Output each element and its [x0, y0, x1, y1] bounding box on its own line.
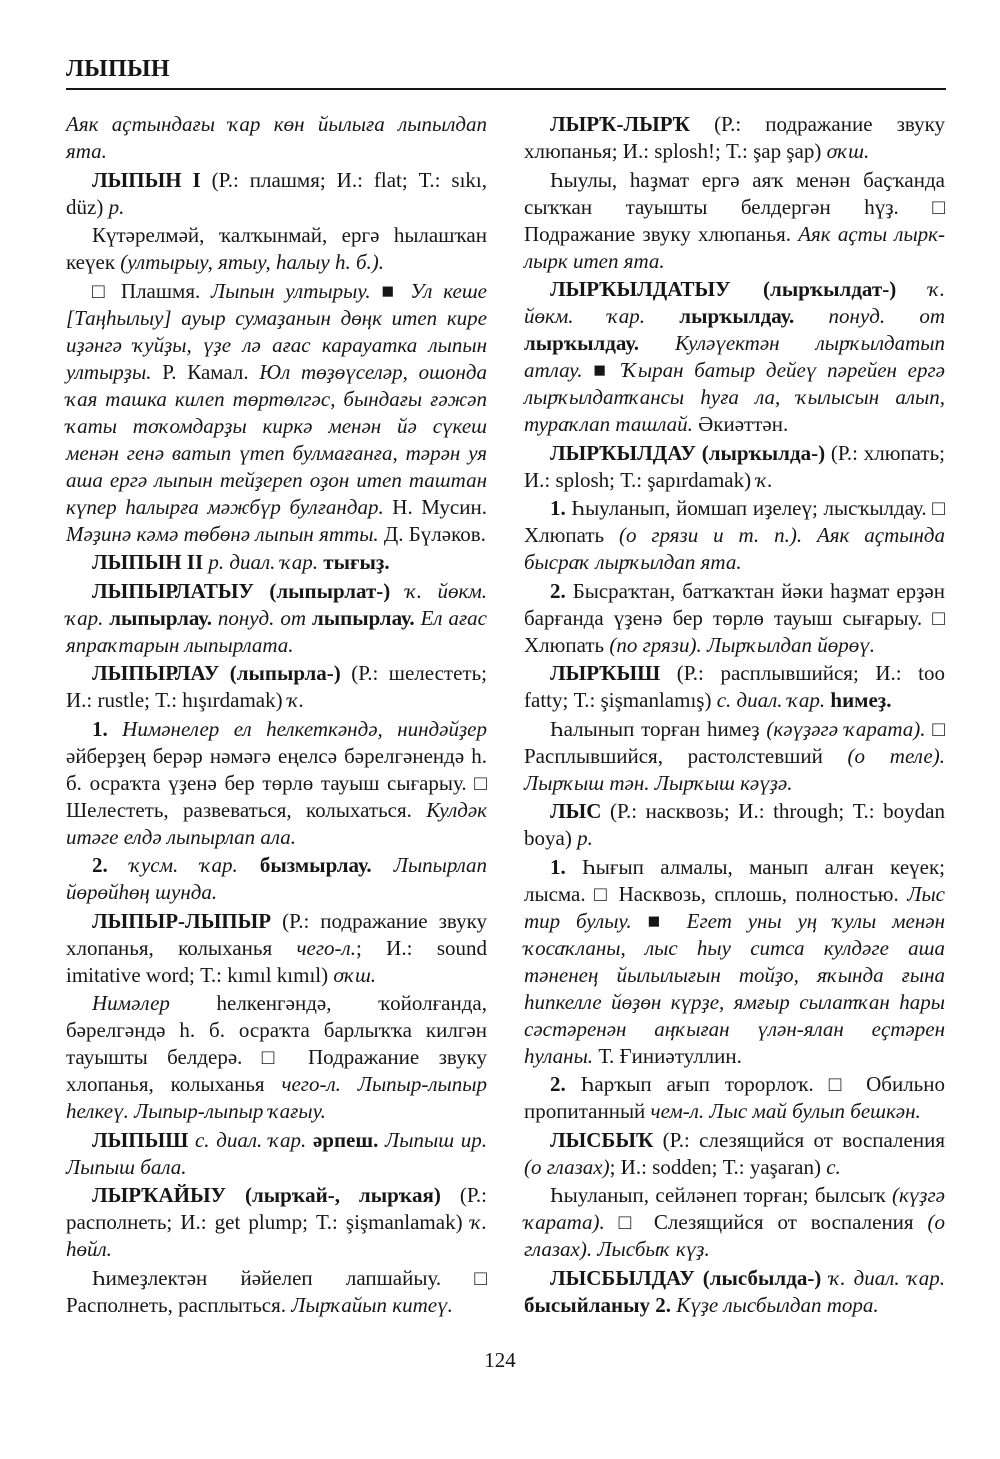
bold-text: 1.: [92, 716, 108, 741]
plain-text: һелкенгәндә, ҡойолғанда, бәрелгәндә һ. б. осраҡта барлыҡҡа килгән тауышты белдерә. □ Подражание звуку хлопанья, колыханья: [66, 991, 487, 1096]
plain-text: ■: [370, 278, 411, 303]
dictionary-entry: [524, 854, 945, 1070]
header-rule: [66, 88, 946, 90]
italic-text: Нимәнелер ел һелкеткәндә, ниндәйҙер: [122, 716, 487, 741]
bold-text: ЛЫПЫРЛАТЫУ (лыпырлат-): [92, 578, 391, 603]
italic-text: ҡ. диал. ҡар.: [821, 1265, 945, 1290]
italic-text: (ултырыу, ятыу, һалыу һ. б.).: [120, 250, 385, 274]
italic-text: (о глазах): [524, 1154, 610, 1179]
plain-text: Д. Бүләков.: [378, 521, 486, 546]
plain-text: (Р.: насквозь; И.: through; Т.: boydan boya): [524, 799, 945, 850]
bold-text: ЛЫРҠЫЛДАТЫУ (лырҡылдат-): [550, 277, 897, 301]
bold-text: 1.: [550, 496, 566, 520]
bold-text: һимеҙ.: [830, 688, 892, 712]
plain-text: Әкиәттән.: [692, 412, 789, 436]
bold-text: 1.: [550, 854, 566, 879]
bold-text: тығыҙ.: [323, 550, 390, 574]
bold-text: әрпеш.: [312, 1127, 379, 1152]
dictionary-entry: [524, 440, 945, 494]
italic-text: Кулдәк итәге елдә лыпырлап ала.: [66, 797, 487, 849]
dictionary-entry: [524, 276, 945, 438]
italic-text: (о теле). Лырҡыш тән. Лырҡыш кәүҙә.: [524, 743, 945, 795]
plain-text: Һарҡып ағып торорлоҡ. □ Обильно пропитанный: [524, 1072, 945, 1123]
dictionary-entry: [66, 660, 487, 714]
bold-text: ЛЫРҠЫЛДАУ (лырҡылда-): [550, 440, 826, 465]
italic-text: ҡ.: [287, 688, 305, 712]
italic-text: р. диал. ҡар.: [203, 550, 324, 574]
dictionary-entry: [66, 578, 487, 659]
bold-text: 2.: [92, 853, 108, 877]
bold-text: ЛЫПЫР-ЛЫПЫР: [92, 908, 272, 933]
dictionary-entry: [524, 660, 945, 714]
italic-text: Ул кеше [Таңһылыу] ауыр сумаҙанын дөңк итеп кире иҙәнгә ҡуйҙы, үҙе лә ағас карауатка лыпын ултырҙы.: [66, 278, 487, 384]
dictionary-entry: [66, 1265, 487, 1319]
italic-text: с. диал. ҡар.: [188, 1127, 313, 1152]
dictionary-entry: [66, 167, 487, 221]
dictionary-entry: [524, 495, 945, 576]
bold-text: ЛЫПЫН II: [92, 550, 204, 574]
italic-text: Аяк аҫты лырк-лырк итеп ята.: [524, 221, 945, 273]
plain-text: Т. Ғиниәтуллин.: [593, 1043, 742, 1068]
bold-text: ЛЫСБЫҠ: [550, 1127, 654, 1152]
plain-text: □ Слезящийся от воспаления: [604, 1210, 928, 1234]
plain-text: Р. Камал.: [151, 359, 260, 384]
italic-text: ҡ. йөкм. ҡар.: [524, 277, 946, 328]
italic-text: чего-л. Лыпыр-лыпыр һелкеү. Лыпыр-лыпыр ҡағыу.: [66, 1072, 487, 1123]
bold-text: ЛЫС: [550, 799, 602, 823]
bold-text: лыпырлау.: [311, 605, 415, 630]
dictionary-entry: [66, 716, 487, 851]
plain-text: ■: [631, 908, 687, 933]
italic-text: Лыс тир булыу.: [524, 881, 945, 933]
dictionary-entry: [524, 1265, 945, 1319]
bold-text: 2.: [550, 1072, 566, 1096]
plain-text: ■: [582, 358, 623, 382]
plain-text: (Р.: плашмя; И.: flat; Т.: sıkı, düz): [66, 167, 487, 219]
dictionary-entry: [66, 111, 487, 165]
plain-text: ; И.: sound imitative word; Т.: kımıl kımıl): [66, 935, 487, 987]
italic-text: Мәҙинә кәмә төбөнә лыпын ятты.: [66, 521, 379, 546]
italic-text: (по грязи). Лырҡылдап йөрөү.: [609, 632, 875, 657]
dictionary-entry: [524, 1071, 945, 1125]
italic-text: чего-л.: [296, 935, 356, 960]
plain-text: □ Расплывшийся, растолстевший: [524, 716, 946, 768]
italic-text: Күҙе лысбылдап тора.: [671, 1292, 879, 1317]
plain-text: (Р.: расплывшийся; И.: too fatty; Т.: şişmanlamış): [524, 661, 945, 712]
italic-text: с. диал. ҡар.: [716, 688, 831, 712]
italic-text: Ел ағас япраҡтарын лыпырлата.: [66, 605, 488, 657]
bold-text: ЛЫСБЫЛДАУ (лысбылда-): [550, 1265, 822, 1290]
bold-text: ЛЫРҠАЙЫУ (лырҡай-, лырҡая): [92, 1183, 441, 1207]
italic-text: Лырҡайып китеү.: [291, 1292, 453, 1317]
italic-text: (күҙгә ҡарата).: [524, 1183, 945, 1234]
italic-text: р.: [577, 826, 593, 850]
italic-text: понуд. от: [211, 605, 312, 630]
dictionary-entry: [66, 278, 487, 548]
plain-text: Һығып алмалы, манып алған кеүек; лысма. □ Насквозь, сплошь, полностью.: [524, 854, 945, 906]
bold-text: ЛЫПЫН I: [92, 167, 201, 192]
plain-text: (Р.: хлюпать; И.: splosh; Т.: şapırdamak): [524, 440, 945, 492]
italic-text: ҡ. һөйл.: [66, 1210, 487, 1261]
italic-text: Куләүектән лырҡылдатып атлау.: [524, 331, 945, 382]
plain-text: (Р.: шелестеть; И.: rustle; Т.: hışırdamak): [66, 661, 487, 712]
italic-text: Аяк аҫтындағы ҡар көн йылыға лыпылдап ята.: [66, 112, 487, 163]
dictionary-entry: [524, 716, 945, 797]
plain-text: ; И.: sodden; Т.: yaşaran): [609, 1154, 827, 1179]
plain-text: □ Плашмя.: [92, 278, 211, 303]
italic-text: Ҡыран батыр дейеү пәрейен ергә лырҡылдатҡансы һуға ла, ҡылысын алып, тураҡлап ташлай.: [524, 358, 945, 436]
plain-text: Һимеҙлектән йәйелеп лапшайыу. □ Располнеть, расплыться.: [66, 1265, 487, 1317]
bold-text: лырҡылдау.: [679, 304, 795, 328]
dictionary-entry: [66, 549, 487, 576]
plain-text: әйберҙең берәр нәмәгә еңелсә бәрелгәнендә һ. б. осраҡта үҙенә бер төрлө тауыш сығарыу. □ Шелестеть, развеваться, колыхаться.: [66, 743, 487, 822]
plain-text: Бысраҡтан, батҡаҡтан йәки һаҙмат ерҙән барғанда үҙенә бер төрлө тауыш сығарыу. □ Хлюпать: [524, 578, 945, 657]
italic-text: ҡ.: [756, 467, 773, 492]
bold-text: бызмырлау.: [259, 853, 372, 877]
page-number: 124: [484, 1348, 516, 1372]
plain-text: (Р.: подражание звуку хлопанья, колыханья: [66, 908, 487, 960]
dictionary-entry: [524, 578, 945, 659]
dictionary-entry: [524, 167, 945, 275]
italic-text: (о глазах). Лысбыҡ күҙ.: [524, 1210, 945, 1261]
plain-text: Күтәрелмәй, ҡалҡынмай, ергә һылашҡан кеүек: [66, 223, 487, 274]
dictionary-entry: [66, 990, 487, 1125]
italic-text: Нимәлер: [92, 991, 170, 1015]
italic-text: оҡш.: [826, 139, 870, 163]
italic-text: понуд. от: [794, 304, 945, 328]
plain-text: Н. Мусин.: [383, 494, 487, 519]
italic-text: чем-л. Лыс май булып бешкән.: [650, 1099, 921, 1123]
italic-text: ҡусм. ҡар.: [107, 853, 260, 877]
italic-text: р.: [108, 194, 125, 219]
bold-text: ЛЫПЫШ: [92, 1127, 189, 1152]
dictionary-entry: [524, 798, 945, 852]
bold-text: ЛЫПЫРЛАУ (лыпырла-): [92, 661, 341, 685]
plain-text: Һыулы, һаҙмат ергә аяҡ менән баҫҡанда сыҡҡан тауышты белдергән һүҙ. □ Подражание звуку хлюпанья.: [524, 167, 945, 246]
italic-text: оҡш.: [333, 962, 377, 987]
dictionary-entry: [524, 1127, 945, 1181]
italic-text: Егет уны уң ҡулы менән ҡосаҡланы, лыс һыу ситса кулдәге аша тәненең йылылығын тойҙо, яҡында ғына һипкелле йөҙөн күрҙе, ямғыр сылатҡан һары сәстәренән аңҡыған үлән-ялан еҫтәрен һуланы.: [524, 908, 945, 1068]
plain-text: Һалынып торған һимеҙ: [550, 716, 767, 741]
italic-text: (кәүҙәгә ҡарата).: [766, 716, 926, 741]
dictionary-entry: [66, 908, 487, 989]
plain-text: (Р.: подражание звуку хлюпанья; И.: splosh!; Т.: şap şap): [524, 112, 945, 163]
running-head: ЛЫПЫН: [66, 56, 170, 82]
dictionary-entry: [66, 222, 487, 276]
bold-text: 2.: [550, 578, 566, 603]
plain-text: Һыуланып, йомшап иҙелеү; лысҡылдау. □ Хлюпать: [524, 496, 945, 547]
bold-text: лырҡылдау.: [524, 331, 639, 355]
italic-text: Лыпырлап йөрөйһөң шунда.: [66, 853, 487, 904]
dictionary-entry: [524, 111, 945, 165]
bold-text: бысыйланыу 2.: [524, 1292, 671, 1317]
bold-text: лыпырлау.: [109, 605, 212, 630]
plain-text: [108, 717, 122, 741]
italic-text: Лыпын ултырыу.: [210, 278, 371, 303]
bold-text: ЛЫРҠ-ЛЫРҠ: [550, 112, 690, 136]
dictionary-entry: [66, 1127, 487, 1181]
dictionary-entry: [66, 852, 487, 906]
dictionary-entry: [524, 1182, 945, 1263]
italic-text: Лыпыш ир. Лыпыш бала.: [66, 1127, 487, 1179]
italic-text: (о грязи и т. п.). Аяк аҫтында бысраҡ лырҡылдап ята.: [524, 523, 945, 574]
dictionary-entry: [66, 1182, 487, 1263]
plain-text: Һыуланып, сейләнеп торған; былсыҡ: [550, 1183, 892, 1207]
bold-text: ЛЫРҠЫШ: [550, 661, 661, 685]
italic-text: Юл төҙөүселәр, ошонда ҡая ташка килеп төртөлгәс, бындағы ғәжәп ҡаты тоҡомдарҙы киркә менән йә сүкеш менән генә ватып үтеп булмағанға, тәрән уя аша ергә лыпын тейҙереп оҙон итеп таштан күпер һалырға мәжбүр булғандар.: [66, 359, 487, 519]
plain-text: (Р.: располнеть; И.: get plump; Т.: şişmanlamak): [66, 1183, 487, 1234]
left-column: [66, 111, 487, 1320]
italic-text: с.: [826, 1154, 841, 1179]
plain-text: (Р.: слезящийся от воспаления: [653, 1127, 945, 1152]
right-column: [524, 111, 945, 1320]
italic-text: ҡ. йөкм. ҡар.: [66, 578, 487, 630]
